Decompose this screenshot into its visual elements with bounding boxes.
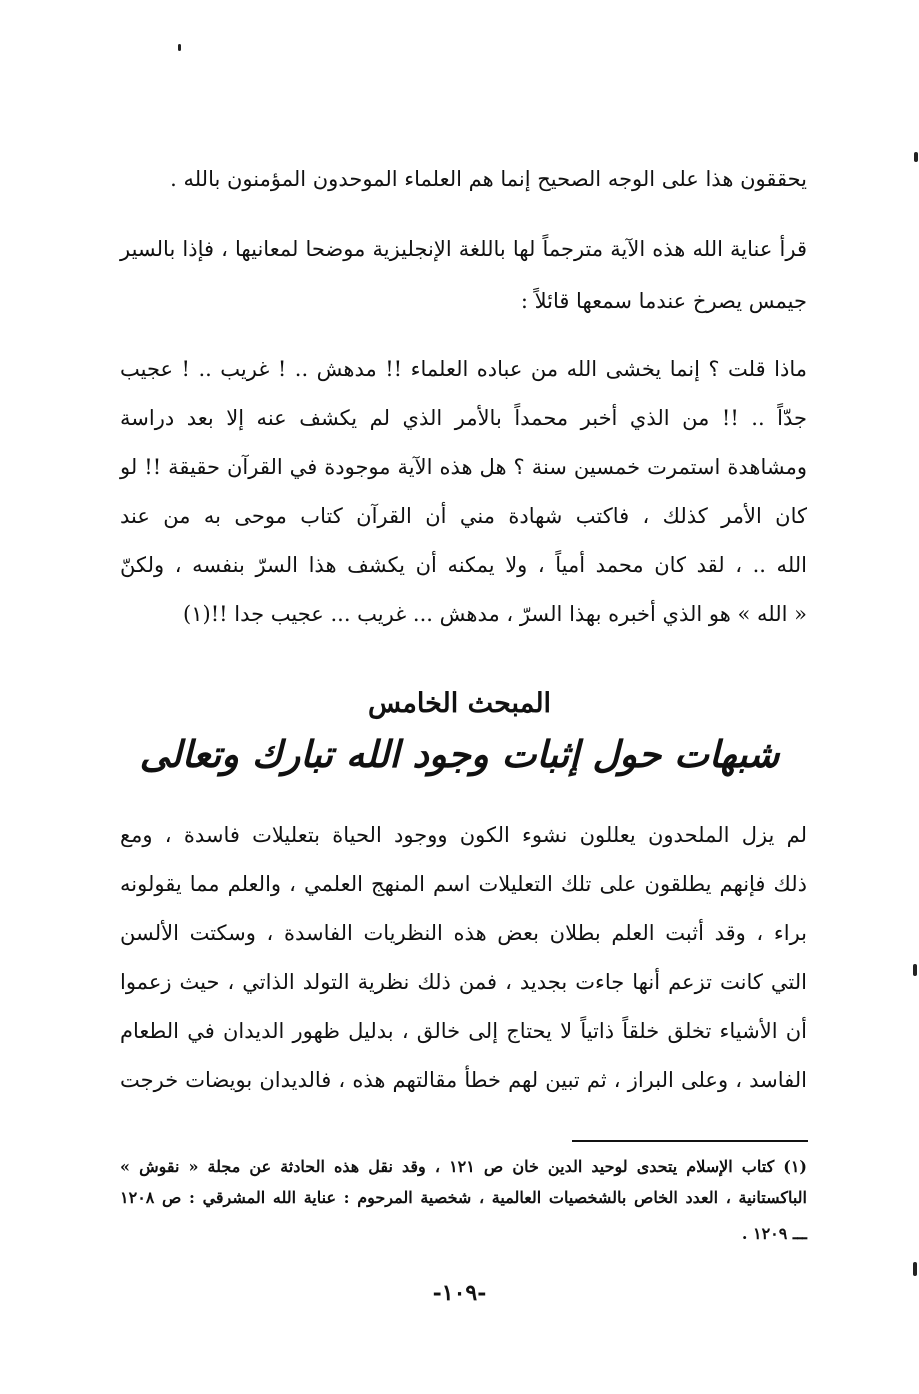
section-title: شبهات حول إثبات وجود الله تبارك وتعالى xyxy=(139,732,780,776)
body-line: براء ، وقد أثبت العلم بطلان بعض هذه النظريات الفاسدة ، وسكتت الألسن xyxy=(120,921,807,945)
body-line: ذلك فإنهم يطلقون على تلك التعليلات اسم المنهج العلمي ، والعلم مما يقولونه xyxy=(120,872,807,896)
quote-line: ومشاهدة استمرت خمسين سنة ؟ هل هذه الآية موجودة في القرآن حقيقة !! لو xyxy=(120,455,807,479)
page-number: -١٠٩- xyxy=(432,1280,487,1306)
body-line: الفاسد ، وعلى البراز ، ثم تبين لهم خطأ مقالتهم هذه ، فالديدان بويضات خرجت xyxy=(120,1068,807,1092)
footnote-line: (١) كتاب الإسلام يتحدى لوحيد الدين خان ص ١٢١ ، وقد نقل هذه الحادثة عن مجلة « نقوش » xyxy=(120,1157,807,1176)
body-line: أن الأشياء تخلق خلقاً ذاتياً لا يحتاج إلى خالق ، بدليل ظهور الديدان في الطعام xyxy=(120,1019,807,1043)
margin-mark xyxy=(178,44,181,51)
text-line: قرأ عناية الله هذه الآية مترجماً لها باللغة الإنجليزية موضحا لمعانيها ، فإذا بالسير xyxy=(120,237,807,261)
quote-line: « الله » هو الذي أخبره بهذا السرّ ، مدهش ... غريب ... عجيب جدا !!(١) xyxy=(183,602,807,626)
text-line: جيمس يصرخ عندما سمعها قائلاً : xyxy=(520,289,807,313)
body-line: التي كانت تزعم أنها جاءت بجديد ، فمن ذلك نظرية التولد الذاتي ، حيث زعموا xyxy=(120,970,807,994)
quote-line: كان الأمر كذلك ، فاكتب شهادة مني أن القرآن كتاب موحى به من عند xyxy=(120,504,807,528)
section-heading: المبحث الخامس xyxy=(367,688,552,719)
quote-line: ماذا قلت ؟ إنما يخشى الله من عباده العلماء !! مدهش .. ! غريب .. ! عجيب xyxy=(120,357,807,381)
margin-mark xyxy=(913,964,917,976)
margin-mark xyxy=(914,152,918,162)
quote-line: الله .. ، لقد كان محمد أمياً ، ولا يمكنه أن يكشف هذا السرّ بنفسه ، ولكنّ xyxy=(120,553,807,577)
margin-mark xyxy=(913,1262,917,1276)
footnote-line: الباكستانية ، العدد الخاص بالشخصيات العالمية ، شخصية المرحوم : عناية الله المشرقي : ص ١٢٠٨ xyxy=(120,1188,807,1207)
text-line: يحققون هذا على الوجه الصحيح إنما هم العلماء الموحدون المؤمنون بالله . xyxy=(170,167,807,191)
footnote-separator xyxy=(572,1140,808,1142)
body-line: لم يزل الملحدون يعللون نشوء الكون ووجود الحياة بتعليلات فاسدة ، ومع xyxy=(120,823,807,847)
footnote-line: ـــ ١٢٠٩ . xyxy=(741,1224,807,1243)
quote-line: جدّاً .. !! من الذي أخبر محمداً بالأمر الذي لم يكشف عنه إلا بعد دراسة xyxy=(120,406,807,430)
